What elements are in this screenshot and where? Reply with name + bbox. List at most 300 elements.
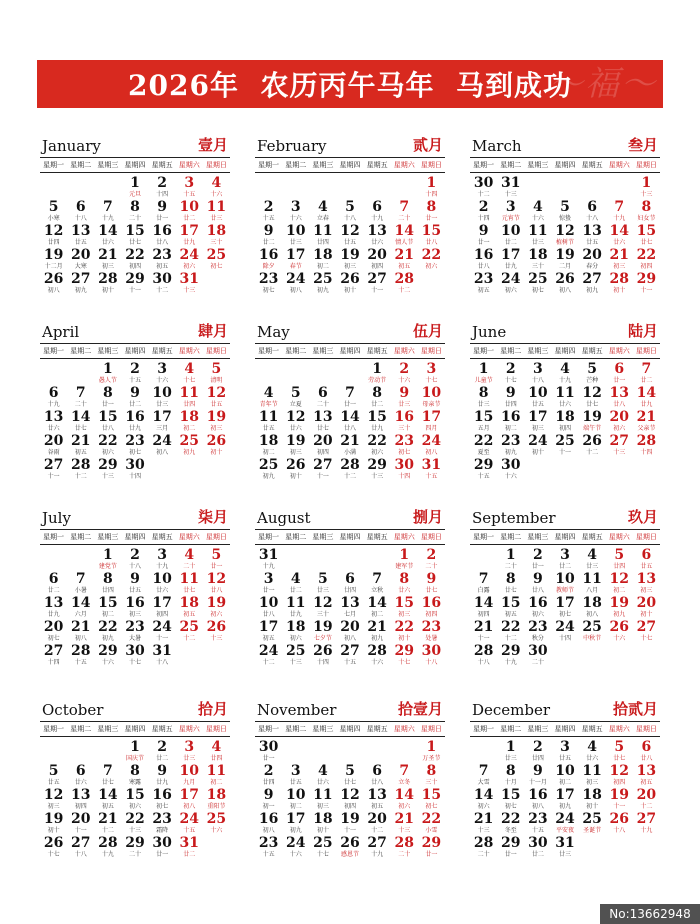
day-number: 8: [372, 385, 382, 401]
lunar-label: 廿七: [183, 587, 196, 594]
lunar-label: 十二: [262, 659, 275, 666]
day-number: 26: [340, 271, 360, 287]
month-header: [470, 697, 660, 719]
day-cell: [470, 176, 497, 200]
lunar-label: 九月: [183, 779, 196, 786]
lunar-label: 廿六: [156, 587, 169, 594]
lunar-label: 初八: [289, 287, 302, 294]
day-cell: [497, 434, 524, 458]
weekday-label: 星期五: [581, 161, 603, 169]
day-cell: [176, 386, 203, 410]
day-cell: [551, 200, 578, 224]
lunar-label: 初六: [128, 803, 141, 810]
month-name-cn: 肆月: [197, 322, 228, 340]
day-number: 9: [263, 787, 274, 803]
day-cell: [176, 620, 203, 644]
day-cell: [149, 596, 176, 620]
day-cell: [203, 596, 230, 620]
day-cell: [94, 644, 121, 668]
day-number: 29: [473, 457, 494, 473]
month-header: [470, 319, 660, 341]
day-cell: [633, 740, 660, 764]
day-cell: [606, 740, 633, 764]
day-cell: [149, 812, 176, 836]
day-number: 20: [636, 595, 657, 611]
month-name-en: February: [257, 137, 327, 155]
day-number: 23: [152, 247, 172, 263]
day-cell: [551, 812, 578, 836]
day-cell: [255, 248, 282, 272]
lunar-label: 六月: [74, 611, 87, 618]
banner-decoration: ～福～: [549, 64, 657, 104]
lunar-label: 秋分: [531, 635, 544, 642]
lunar-label: 十一: [613, 803, 626, 810]
day-cell: [579, 362, 606, 386]
day-number: 10: [285, 223, 306, 239]
day-cell: [551, 620, 578, 644]
lunar-label: 廿七: [613, 755, 626, 762]
lunar-label: 劳动节: [368, 377, 387, 384]
day-number: 30: [394, 457, 415, 473]
day-number: 2: [532, 739, 543, 755]
lunar-label: 廿二: [156, 755, 169, 762]
day-cell: [121, 812, 148, 836]
day-number: 26: [43, 835, 64, 851]
month-october: [40, 697, 230, 887]
lunar-label: 十一: [371, 287, 384, 294]
day-cell: [282, 572, 309, 596]
day-cell: [94, 458, 121, 482]
lunar-label: 廿五: [289, 779, 302, 786]
day-number: 5: [587, 361, 597, 377]
day-grid: [40, 740, 230, 860]
weekday-label: 星期四: [124, 533, 146, 541]
day-cell: [579, 620, 606, 644]
day-number: 11: [285, 595, 306, 611]
weekday-label: 星期二: [500, 347, 522, 355]
day-cell: [497, 644, 524, 668]
lunar-label: 元旦: [128, 191, 141, 198]
day-number: 24: [555, 619, 575, 635]
day-cell: [255, 572, 282, 596]
weekday-label: 星期三: [97, 725, 119, 733]
day-number: 25: [313, 271, 333, 287]
day-cell: [94, 764, 121, 788]
lunar-label: 十六: [398, 377, 411, 384]
empty-cell: [470, 548, 497, 572]
lunar-label: 十五: [128, 377, 141, 384]
day-cell: [606, 362, 633, 386]
day-number: 3: [560, 739, 570, 755]
lunar-label: 初二: [558, 779, 571, 786]
lunar-label: 廿八: [531, 587, 544, 594]
lunar-label: 二十: [128, 851, 141, 858]
day-number: 6: [641, 547, 652, 563]
day-cell: [67, 224, 94, 248]
lunar-label: 惊蛰: [558, 215, 571, 222]
day-cell: [40, 644, 67, 668]
lunar-label: 廿九: [371, 425, 384, 432]
day-number: 31: [421, 457, 442, 473]
day-cell: [203, 224, 230, 248]
weekday-label: 星期二: [70, 725, 92, 733]
day-number: 28: [367, 643, 387, 659]
lunar-label: 初七: [262, 287, 275, 294]
month-name-cn: 壹月: [197, 136, 228, 154]
lunar-label: 十七: [183, 377, 196, 384]
day-number: 5: [211, 361, 222, 377]
lunar-label: 十一: [477, 635, 490, 642]
day-number: 17: [500, 247, 521, 263]
lunar-label: 平安夜: [555, 827, 574, 834]
day-cell: [255, 200, 282, 224]
day-number: 19: [313, 619, 333, 635]
month-name-en: June: [472, 323, 507, 341]
day-cell: [551, 386, 578, 410]
day-number: 17: [179, 223, 200, 239]
day-number: 8: [130, 763, 140, 779]
day-number: 10: [179, 199, 200, 215]
day-number: 30: [473, 175, 494, 191]
lunar-label: 十三: [640, 191, 653, 198]
day-cell: [149, 572, 176, 596]
lunar-label: 十六: [531, 215, 544, 222]
day-cell: [282, 200, 309, 224]
day-number: 14: [70, 409, 91, 425]
lunar-label: 十二: [101, 827, 114, 834]
day-number: 3: [532, 361, 543, 377]
month-name-cn: 叁月: [627, 136, 658, 154]
day-cell: [418, 620, 445, 644]
month-may: [255, 319, 445, 509]
day-number: 6: [372, 199, 382, 215]
lunar-label: 十九: [504, 659, 517, 666]
weekday-label: 星期日: [420, 533, 442, 541]
day-cell: [255, 740, 282, 764]
day-number: 29: [367, 457, 387, 473]
day-cell: [391, 200, 418, 224]
day-cell: [121, 224, 148, 248]
day-number: 18: [313, 811, 333, 827]
lunar-label: 廿四: [613, 563, 626, 570]
day-number: 21: [98, 811, 118, 827]
lunar-label: 廿五: [47, 779, 60, 786]
weekday-label: 星期三: [527, 347, 549, 355]
lunar-label: 廿三: [586, 563, 599, 570]
month-march: [470, 133, 660, 323]
day-number: 20: [43, 433, 64, 449]
day-grid: [470, 740, 660, 860]
day-cell: [418, 740, 445, 764]
lunar-label: 廿二: [531, 851, 544, 858]
weekday-label: 星期四: [554, 161, 576, 169]
day-number: 2: [478, 199, 489, 215]
day-number: 12: [340, 787, 360, 803]
lunar-label: 廿一: [531, 563, 544, 570]
day-number: 2: [263, 763, 274, 779]
day-number: 8: [102, 385, 113, 401]
day-number: 25: [582, 811, 602, 827]
weekday-label: 星期六: [178, 161, 200, 169]
day-number: 22: [473, 433, 494, 449]
lunar-label: 十九: [156, 563, 169, 570]
day-cell: [203, 620, 230, 644]
day-cell: [418, 764, 445, 788]
weekday-label: 星期三: [527, 533, 549, 541]
day-cell: [255, 596, 282, 620]
lunar-label: 十九: [640, 827, 653, 834]
lunar-label: 初四: [74, 803, 87, 810]
day-cell: [255, 644, 282, 668]
day-cell: [67, 620, 94, 644]
day-cell: [633, 812, 660, 836]
day-cell: [633, 200, 660, 224]
day-cell: [67, 410, 94, 434]
lunar-label: 廿二: [262, 239, 275, 246]
day-number: 3: [426, 361, 437, 377]
day-number: 15: [636, 223, 657, 239]
day-cell: [309, 644, 336, 668]
day-cell: [551, 788, 578, 812]
day-number: 15: [500, 595, 521, 611]
lunar-label: 廿四: [183, 401, 196, 408]
lunar-label: 廿二: [289, 587, 302, 594]
day-number: 21: [473, 811, 494, 827]
day-number: 25: [313, 835, 333, 851]
lunar-label: 初五: [262, 635, 275, 642]
day-cell: [255, 272, 282, 296]
lunar-label: 十五: [183, 827, 196, 834]
weekday-label: 星期二: [70, 533, 92, 541]
lunar-label: 初五: [371, 803, 384, 810]
day-number: 12: [43, 223, 64, 239]
day-cell: [391, 410, 418, 434]
day-number: 22: [125, 247, 145, 263]
day-grid: [470, 176, 660, 296]
weekday-label: 星期五: [581, 725, 603, 733]
day-cell: [282, 410, 309, 434]
day-cell: [121, 548, 148, 572]
lunar-label: 初六: [289, 635, 302, 642]
lunar-label: 十四: [398, 473, 411, 480]
day-cell: [255, 620, 282, 644]
day-number: 18: [528, 247, 548, 263]
lunar-label: 立春: [316, 215, 329, 222]
weekday-label: 星期二: [285, 347, 307, 355]
day-number: 19: [206, 409, 227, 425]
lunar-label: 廿三: [289, 239, 302, 246]
day-cell: [579, 572, 606, 596]
lunar-label: 廿六: [101, 239, 114, 246]
lunar-label: 十六: [156, 377, 169, 384]
lunar-label: 小满: [343, 449, 356, 456]
lunar-label: 初十: [343, 287, 356, 294]
lunar-label: 十六: [289, 851, 302, 858]
lunar-label: 十三: [613, 449, 626, 456]
day-cell: [176, 362, 203, 386]
day-number: 15: [98, 595, 118, 611]
day-number: 6: [75, 763, 86, 779]
day-cell: [551, 272, 578, 296]
day-number: 26: [582, 433, 602, 449]
weekday-header: [255, 343, 445, 359]
lunar-label: 初六: [425, 263, 438, 270]
month-name-cn: 陆月: [627, 322, 658, 340]
day-cell: [579, 788, 606, 812]
day-number: 14: [394, 223, 415, 239]
lunar-label: 初八: [425, 449, 438, 456]
day-cell: [121, 620, 148, 644]
lunar-label: 廿一: [262, 755, 275, 762]
day-number: 11: [206, 763, 227, 779]
day-cell: [282, 272, 309, 296]
day-number: 25: [179, 619, 200, 635]
day-number: 3: [184, 175, 195, 191]
empty-cell: [255, 362, 282, 386]
day-number: 24: [285, 271, 306, 287]
day-cell: [551, 740, 578, 764]
lunar-label: 十二月: [44, 263, 63, 270]
day-number: 26: [43, 271, 64, 287]
weekday-label: 星期五: [366, 533, 388, 541]
day-cell: [551, 410, 578, 434]
day-cell: [524, 572, 551, 596]
day-cell: [176, 248, 203, 272]
lunar-label: 廿四: [343, 587, 356, 594]
day-number: 18: [206, 787, 227, 803]
day-cell: [40, 836, 67, 860]
weekday-label: 星期六: [178, 533, 200, 541]
lunar-label: 十八: [531, 377, 544, 384]
day-cell: [391, 548, 418, 572]
weekday-label: 星期二: [70, 161, 92, 169]
day-number: 8: [505, 571, 516, 587]
day-number: 28: [609, 271, 630, 287]
lunar-label: 初三: [613, 263, 626, 270]
day-cell: [121, 596, 148, 620]
empty-cell: [282, 740, 309, 764]
day-cell: [149, 620, 176, 644]
day-number: 9: [263, 223, 274, 239]
day-cell: [336, 224, 363, 248]
day-number: 15: [125, 223, 145, 239]
day-cell: [418, 548, 445, 572]
lunar-label: 初五: [504, 611, 517, 618]
day-number: 14: [70, 595, 91, 611]
day-number: 4: [184, 547, 195, 563]
lunar-label: 初十: [210, 449, 223, 456]
lunar-label: 芒种: [586, 377, 599, 384]
weekday-header: [470, 343, 660, 359]
day-number: 30: [125, 457, 145, 473]
day-cell: [551, 548, 578, 572]
lunar-label: 十三: [371, 473, 384, 480]
day-cell: [497, 740, 524, 764]
lunar-label: 十八: [128, 563, 141, 570]
day-number: 20: [367, 811, 387, 827]
day-number: 5: [560, 199, 570, 215]
day-grid: [255, 362, 445, 482]
day-number: 26: [285, 457, 306, 473]
lunar-label: 廿三: [558, 851, 571, 858]
lunar-label: 处暑: [425, 635, 438, 642]
day-number: 4: [184, 361, 195, 377]
weekday-label: 星期一: [473, 161, 495, 169]
day-number: 28: [70, 457, 91, 473]
day-number: 5: [317, 571, 328, 587]
lunar-label: 初六: [183, 263, 196, 270]
lunar-label: 廿五: [262, 425, 275, 432]
day-number: 5: [345, 199, 355, 215]
day-cell: [309, 788, 336, 812]
lunar-label: 十八: [477, 659, 490, 666]
weekday-label: 星期五: [151, 347, 173, 355]
day-grid: [40, 176, 230, 296]
empty-cell: [364, 740, 391, 764]
day-cell: [203, 740, 230, 764]
month-january: [40, 133, 230, 323]
lunar-label: 廿一: [613, 377, 626, 384]
day-number: 19: [555, 247, 575, 263]
lunar-label: 廿四: [210, 755, 223, 762]
day-cell: [418, 596, 445, 620]
day-number: 23: [500, 433, 521, 449]
lunar-label: 廿三: [398, 401, 411, 408]
day-cell: [255, 812, 282, 836]
weekday-label: 星期一: [258, 347, 280, 355]
day-cell: [149, 644, 176, 668]
lunar-label: 十九: [101, 215, 114, 222]
day-cell: [633, 362, 660, 386]
day-number: 10: [528, 385, 548, 401]
day-number: 13: [70, 223, 91, 239]
weekday-label: 星期一: [43, 161, 65, 169]
day-cell: [255, 386, 282, 410]
day-cell: [94, 572, 121, 596]
day-number: 27: [43, 457, 64, 473]
lunar-label: 元宵节: [501, 215, 520, 222]
lunar-label: 廿六: [558, 401, 571, 408]
lunar-label: 廿一: [262, 587, 275, 594]
lunar-label: 情人节: [395, 239, 414, 246]
day-cell: [364, 458, 391, 482]
day-cell: [149, 788, 176, 812]
day-number: 12: [609, 571, 630, 587]
month-header: [470, 133, 660, 155]
lunar-label: 初三: [316, 803, 329, 810]
day-cell: [336, 248, 363, 272]
day-number: 6: [48, 385, 59, 401]
lunar-label: 三十: [531, 263, 544, 270]
day-cell: [524, 596, 551, 620]
weekday-label: 星期日: [205, 533, 227, 541]
day-number: 24: [258, 643, 279, 659]
month-name-en: December: [472, 701, 551, 719]
day-cell: [121, 836, 148, 860]
day-number: 20: [70, 811, 91, 827]
lunar-label: 初六: [613, 425, 626, 432]
lunar-label: 十五: [343, 659, 356, 666]
day-number: 28: [340, 457, 360, 473]
lunar-label: 十九: [262, 563, 275, 570]
page-title: 2026年 农历丙午马年 马到成功: [128, 69, 572, 102]
day-number: 25: [206, 247, 227, 263]
day-cell: [633, 434, 660, 458]
day-number: 14: [340, 409, 360, 425]
empty-cell: [282, 362, 309, 386]
lunar-label: 初八: [262, 827, 275, 834]
day-cell: [470, 410, 497, 434]
